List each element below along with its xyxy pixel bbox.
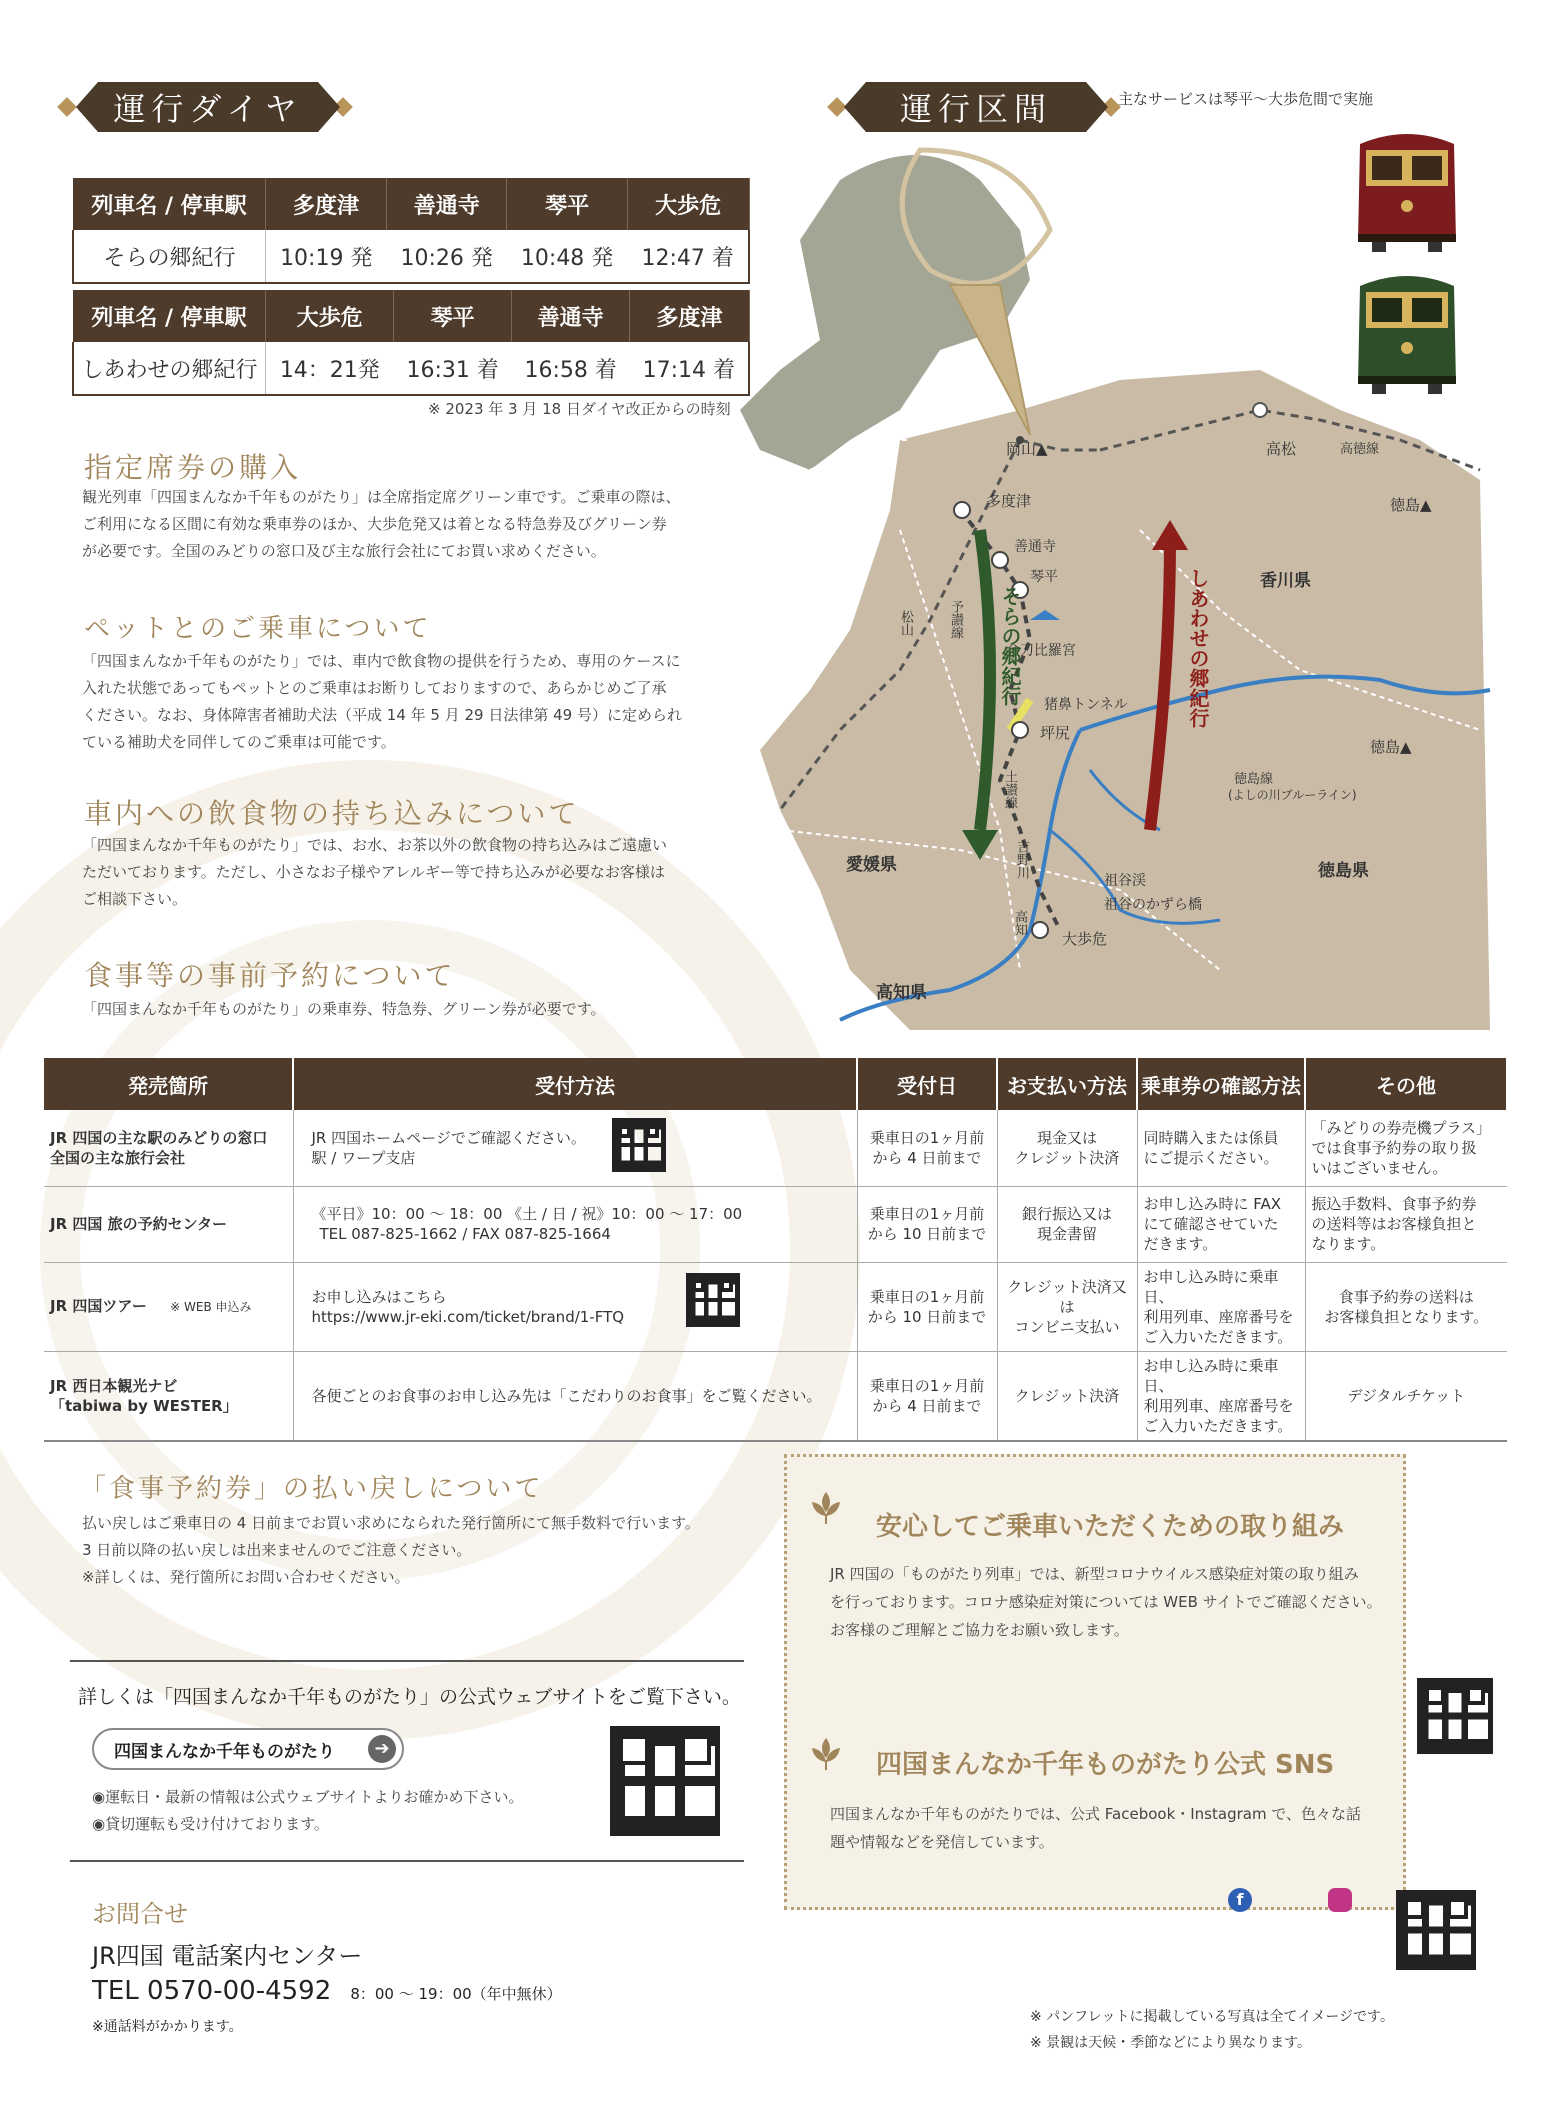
header-cell: その他: [1305, 1058, 1507, 1110]
route-title-text: 運行区間: [899, 90, 1052, 128]
check-cell: [1137, 1262, 1305, 1351]
text-line: なります。: [1311, 1235, 1386, 1253]
map-label: 岡山▲: [1006, 440, 1048, 458]
text-line: クレジット決済: [1014, 1148, 1120, 1167]
time-cell: 10:19 発: [266, 230, 387, 283]
text-line: から 4 日前まで: [872, 1396, 982, 1415]
text-line: 振込手数料、食事予約券: [1311, 1195, 1477, 1213]
text-line: 利用列車、座席番号を: [1143, 1396, 1294, 1415]
text-line: 「四国まんなか千年ものがたり」では、車内で飲食物の提供を行うため、専用のケースに: [82, 652, 681, 670]
place-cell: [44, 1262, 293, 1351]
time-cell: 17:14 着: [630, 342, 749, 395]
header-cell: 発売箇所: [44, 1058, 293, 1110]
pay-cell: [997, 1186, 1137, 1262]
text-line: JR 四国の主な駅のみどりの窓口: [50, 1128, 268, 1147]
text-line: ご入力いただきます。: [1143, 1327, 1293, 1346]
text-line: 《平日》10：00 ～ 18：00 《土 / 日 / 祝》10：00 ～ 17：00: [311, 1205, 743, 1223]
text-line: 四国まんなか千年ものがたりでは、公式 Facebook・Instagram で、色々な話: [830, 1805, 1362, 1823]
train-green-icon: [1352, 266, 1462, 396]
map-label: (よしの川ブルーライン): [1228, 788, 1357, 802]
place-cell: [44, 1110, 293, 1186]
map-label: 高知県: [876, 983, 927, 1003]
text-line: デジタルチケット: [1347, 1386, 1466, 1405]
check-cell: [1137, 1186, 1305, 1262]
header-cell: 列車名 / 停車駅: [73, 178, 266, 230]
timetable-header: [73, 178, 749, 230]
schedule-title-text: 運行ダイヤ: [113, 90, 303, 128]
text-line: 乗車日の1ヶ月前: [869, 1376, 985, 1395]
text-line: JR 四国ホームページでご確認ください。: [311, 1128, 586, 1147]
text-line: では食事予約券の取り扱: [1311, 1138, 1477, 1157]
train-red-icon: [1352, 124, 1462, 254]
section-text-reserved-seat: [82, 484, 742, 565]
text-line: が必要です。全国のみどりの窓口及び主な旅行会社にてお買い求めください。: [82, 542, 606, 560]
route-note: 主なサービスは琴平～大歩危間で実施: [1118, 90, 1374, 108]
ornament-icon: [57, 97, 77, 117]
schedule-title: [98, 82, 318, 132]
tour-url-link[interactable]: https://www.jr-eki.com/ticket/brand/1-FTQ: [311, 1307, 625, 1326]
map-label: 松山: [898, 610, 913, 636]
map-label: 高徳線: [1340, 442, 1380, 457]
text-line: 観光列車「四国まんなか千年ものがたり」は全席指定席グリーン車です。ご乗車の際は、: [82, 488, 681, 506]
arrow-right-icon: ➔: [368, 1735, 396, 1763]
contact-hours: 8：00 ～ 19：00（年中無休）: [350, 1985, 562, 2003]
place-note: ※ WEB 申込み: [170, 1300, 252, 1314]
timetable-return: [72, 290, 750, 396]
text-line: を行っております。コロナ感染症対策については WEB サイトでご確認ください。: [830, 1593, 1382, 1611]
date-cell: [857, 1186, 997, 1262]
header-cell: 琴平: [507, 178, 627, 230]
time-cell: 12:47 着: [627, 230, 749, 283]
facebook-qr-code-icon[interactable]: [1396, 1890, 1476, 1970]
timetable-row: [73, 342, 749, 395]
place-cell: [44, 1351, 293, 1441]
train-name: そらの郷紀行: [73, 230, 266, 283]
text-line: 現金書留: [1036, 1225, 1097, 1243]
text-line: ご利用になる区間に有効な乗車券のほか、大歩危発又は着となる特急券及びグリーン券: [82, 515, 667, 533]
text-line: から 10 日前まで: [867, 1225, 987, 1243]
map-label: 大歩危: [1062, 930, 1108, 948]
footnotes: [1030, 2004, 1394, 2056]
train-photo-red: [1352, 124, 1462, 254]
text-line: 払い戻しはご乗車日の 4 日前までお買い求めになられた発行箇所にて無手数料で行います。: [82, 1514, 700, 1532]
text-line: クレジット決済: [1014, 1386, 1120, 1405]
text-line: 乗車日の1ヶ月前: [869, 1205, 985, 1223]
text-line: 「tabiwa by WESTER」: [50, 1396, 238, 1415]
map-label: 祖谷渓: [1104, 873, 1146, 889]
map-label-shiawase: しあわせの郷紀行: [1186, 568, 1210, 728]
map-label: 徳島▲: [1390, 496, 1432, 514]
sns-title: 四国まんなか千年ものがたり公式 SNS: [876, 1750, 1335, 1780]
text-line: 同時購入または係員: [1143, 1128, 1279, 1147]
section-title-meal-reservation: 食事等の事前予約について: [84, 959, 456, 992]
time-cell: 16:58 着: [512, 342, 630, 395]
text-line: JR 四国 旅の予約センター: [50, 1215, 227, 1233]
map-label: 高知: [1012, 910, 1027, 936]
text-line: JR 西日本観光ナビ: [50, 1376, 178, 1395]
header-cell: 大歩危: [266, 290, 394, 342]
sales-table: [44, 1058, 1508, 1442]
sales-row: [44, 1262, 1507, 1351]
facebook-icon: f: [1228, 1888, 1252, 1912]
sales-row: [44, 1110, 1507, 1186]
text-line: ◉運転日・最新の情報は公式ウェブサイトよりお確かめ下さい。: [92, 1788, 524, 1806]
section-title-pets: ペットとのご乗車について: [84, 614, 432, 644]
text-line: お申し込み時に FAX: [1143, 1195, 1282, 1213]
text-line: JR 四国の「ものがたり列車」では、新型コロナウイルス感染症対策の取り組み: [830, 1565, 1359, 1583]
map-label: 土讃線: [1002, 770, 1017, 809]
route-title: [866, 82, 1086, 132]
text-line: 乗車日の1ヶ月前: [869, 1128, 985, 1147]
pay-cell: [997, 1110, 1137, 1186]
header-cell: 琴平: [394, 290, 512, 342]
website-button-label: 四国まんなか千年ものがたり: [114, 1741, 335, 1762]
header-cell: 多度津: [266, 178, 387, 230]
map-label: 徳島▲: [1370, 738, 1412, 756]
other-cell: [1305, 1262, 1507, 1351]
schedule-note: ※ 2023 年 3 月 18 日ダイヤ改正からの時刻: [428, 400, 731, 418]
pay-cell: [997, 1351, 1137, 1441]
leaf-icon: [808, 1490, 844, 1526]
text-line: 3 日前以降の払い戻しは出来ませんのでご注意ください。: [82, 1541, 472, 1559]
other-cell: [1305, 1110, 1507, 1186]
text-line: コンビニ支払い: [1014, 1317, 1120, 1336]
contact-phone: [92, 1976, 562, 2006]
text-line: 利用列車、座席番号を: [1143, 1307, 1294, 1326]
text-line: 「四国まんなか千年ものがたり」の乗車券、特急券、グリーン券が必要です。: [82, 1000, 606, 1018]
text-line: お客様負担となります。: [1324, 1307, 1489, 1326]
map-label: 祖谷のかずら橋: [1104, 897, 1202, 913]
time-cell: 10:26 発: [387, 230, 507, 283]
text-line: いはございません。: [1311, 1158, 1448, 1177]
section-title-food-carry-in: 車内への飲食物の持ち込みについて: [84, 797, 580, 830]
sales-header: [44, 1058, 1507, 1110]
website-qr-code-icon[interactable]: [610, 1726, 720, 1836]
refund-text: [82, 1510, 782, 1591]
website-heading: 詳しくは「四国まんなか千年ものがたり」の公式ウェブサイトをご覧下さい。: [78, 1686, 741, 1708]
timetable-header: [73, 290, 749, 342]
divider: [70, 1860, 744, 1862]
map-label: 吉野川: [1014, 840, 1029, 879]
text-line: だきます。: [1143, 1235, 1218, 1253]
text-line: ※ 景観は天候・季節などにより異なります。: [1030, 2035, 1312, 2051]
map-label: 善通寺: [1014, 539, 1056, 555]
map-label: 多度津: [986, 492, 1032, 510]
header-cell: 善通寺: [387, 178, 507, 230]
text-line: JR 四国ツアー: [50, 1297, 147, 1315]
header-cell: お支払い方法: [997, 1058, 1137, 1110]
map-label-sora: そらの郷紀行: [998, 586, 1022, 706]
text-line: から 10 日前まで: [867, 1307, 987, 1326]
map-label: 猪鼻トンネル: [1044, 697, 1128, 713]
text-line: 銀行振込又は: [1021, 1205, 1112, 1223]
text-line: クレジット決済又は: [1007, 1277, 1127, 1316]
contact-tel: TEL 0570-00-4592: [92, 1976, 332, 2006]
text-line: 駅 / ワープ支店: [311, 1148, 416, 1167]
map-label: 愛媛県: [846, 855, 897, 875]
text-line: 現金又は: [1036, 1128, 1097, 1147]
text-line: 「みどりの券売機プラス」: [1311, 1118, 1492, 1137]
instagram-icon: [1328, 1888, 1352, 1912]
section-title-reserved-seat: 指定席券の購入: [84, 451, 302, 484]
safety-qr-code-icon[interactable]: [1417, 1678, 1493, 1754]
text-line: TEL 087-825-1662 / FAX 087-825-1664: [319, 1225, 611, 1243]
text-line: ている補助犬を同伴してのご乗車は可能です。: [82, 733, 396, 751]
time-cell: 16:31 着: [394, 342, 512, 395]
timetable-outbound: [72, 178, 750, 284]
safety-text: [830, 1560, 1390, 1644]
date-cell: [857, 1110, 997, 1186]
leaf-icon: [808, 1736, 844, 1772]
check-cell: [1137, 1351, 1305, 1441]
qr-code-icon[interactable]: [686, 1273, 740, 1327]
text-line: ご相談下さい。: [82, 890, 188, 908]
map-label: 琴平: [1030, 569, 1058, 585]
map-label: 金刀比羅宮: [1006, 643, 1076, 659]
text-line: にご提示ください。: [1143, 1148, 1279, 1167]
map-label: 坪尻: [1040, 724, 1071, 742]
header-cell: 大歩危: [627, 178, 749, 230]
sales-row: [44, 1186, 1507, 1262]
map-label: 予讃線: [948, 600, 963, 639]
contact-name: JR四国 電話案内センター: [92, 1942, 363, 1970]
method-cell: [293, 1110, 857, 1186]
date-cell: [857, 1262, 997, 1351]
text-line: お申し込み時に乗車日、: [1143, 1267, 1279, 1306]
safety-title: 安心してご乗車いただくための取り組み: [876, 1512, 1345, 1542]
map-label: 徳島県: [1318, 861, 1369, 881]
check-cell: [1137, 1110, 1305, 1186]
refund-title: 「食事予約券」の払い戻しについて: [80, 1474, 544, 1504]
sns-text: [830, 1800, 1390, 1856]
text-line: 食事予約券の送料は: [1338, 1287, 1474, 1306]
header-cell: 多度津: [630, 290, 749, 342]
text-line: ◉貸切運転も受け付けております。: [92, 1815, 329, 1833]
text-line: 「四国まんなか千年ものがたり」では、お水、お茶以外の飲食物の持ち込みはご遠慮い: [82, 836, 668, 854]
text-line: 入れた状態であってもペットとのご乗車はお断りしておりますので、あらかじめご了承: [82, 679, 667, 697]
pay-cell: [997, 1262, 1137, 1351]
text-line: にて確認させていた: [1143, 1215, 1279, 1233]
timetable-row: [73, 230, 749, 283]
text-line: 乗車日の1ヶ月前: [869, 1287, 985, 1306]
section-text-food-carry-in: [82, 832, 762, 913]
header-cell: 乗車券の確認方法: [1137, 1058, 1305, 1110]
time-cell: 14：21発: [266, 342, 394, 395]
text-line: ください。なお、身体障害者補助犬法（平成 14 年 5 月 29 日法律第 49 号）に定められ: [82, 706, 682, 724]
method-cell: [293, 1186, 857, 1262]
section-text-pets: [82, 648, 762, 756]
map-label: 香川県: [1260, 571, 1311, 591]
text-line: お申し込みはこちら: [311, 1287, 447, 1306]
text-line: 題や情報などを発信しています。: [830, 1833, 1054, 1851]
header-cell: 受付日: [857, 1058, 997, 1110]
website-button[interactable]: [92, 1728, 404, 1770]
text-line: お申し込み時に乗車日、: [1143, 1356, 1279, 1395]
date-cell: [857, 1351, 997, 1441]
method-cell: [293, 1262, 857, 1351]
header-cell: 善通寺: [512, 290, 630, 342]
section-text-meal-reservation: [82, 996, 762, 1023]
text-line: ただいております。ただし、小さなお子様やアレルギー等で持ち込みが必要なお客様は: [82, 863, 665, 881]
text-line: 各便ごとのお食事のお申し込み先は「こだわりのお食事」をご覧ください。: [311, 1386, 822, 1405]
qr-code-icon[interactable]: [612, 1118, 666, 1172]
text-line: お客様のご理解とご協力をお願い致します。: [830, 1621, 1129, 1639]
text-line: ※ パンフレットに掲載している写真は全てイメージです。: [1030, 2009, 1394, 2025]
header-cell: 列車名 / 停車駅: [73, 290, 266, 342]
text-line: ご入力いただきます。: [1143, 1416, 1293, 1435]
map-label: 徳島線: [1234, 772, 1274, 787]
sales-row: [44, 1351, 1507, 1441]
contact-title: お問合せ: [92, 1900, 188, 1928]
header-cell: 受付方法: [293, 1058, 857, 1110]
text-line: ※詳しくは、発行箇所にお問い合わせください。: [82, 1568, 410, 1586]
map-label: 高松: [1266, 440, 1297, 458]
method-cell: [293, 1351, 857, 1441]
place-cell: [44, 1186, 293, 1262]
time-cell: 10:48 発: [507, 230, 627, 283]
divider: [70, 1660, 744, 1662]
website-notes: [92, 1784, 523, 1838]
text-line: の送料等はお客様負担と: [1311, 1215, 1477, 1233]
train-name: しあわせの郷紀行: [73, 342, 266, 395]
other-cell: [1305, 1186, 1507, 1262]
text-line: 全国の主な旅行会社: [50, 1148, 186, 1167]
train-photo-green: [1352, 266, 1462, 396]
other-cell: [1305, 1351, 1507, 1441]
contact-note: ※通話料がかかります。: [92, 2019, 243, 2035]
text-line: から 4 日前まで: [872, 1148, 982, 1167]
